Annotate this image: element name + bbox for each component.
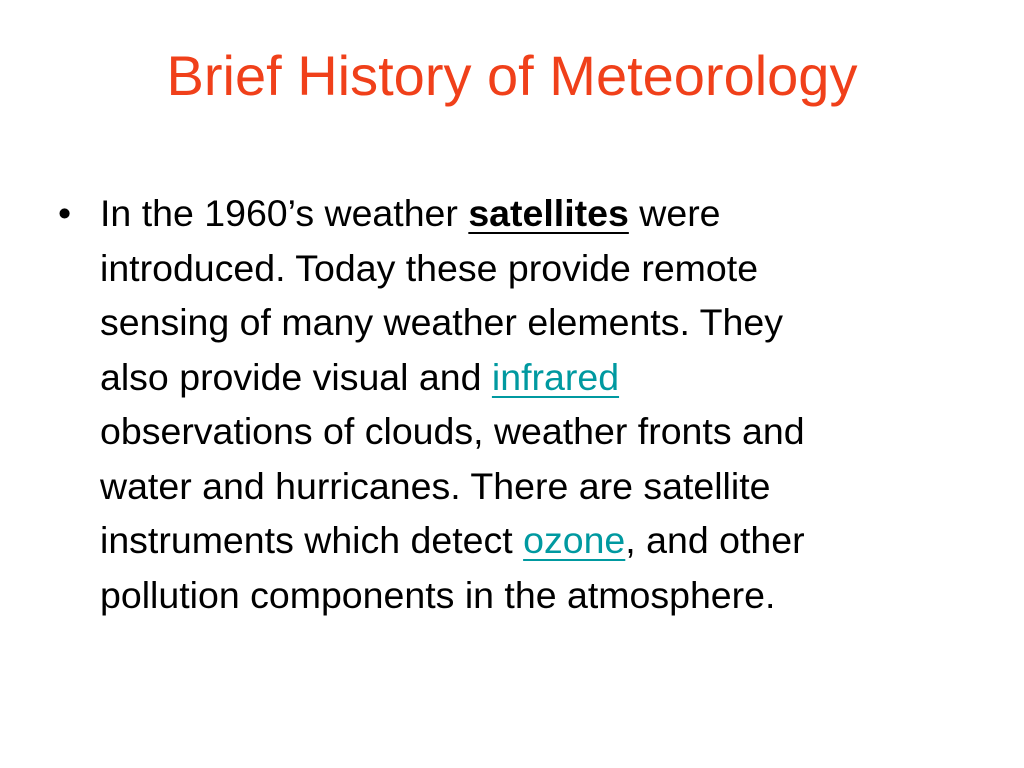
text-line-1 — [100, 186, 980, 241]
text-line-2: introduced. Today these provide remote — [100, 246, 759, 289]
text-segment: were — [628, 192, 721, 234]
text-segment: instruments which detect — [100, 519, 524, 561]
text-segment: In the 1960’s weather — [100, 192, 469, 234]
text-line-7 — [100, 513, 980, 568]
term-satellites: satellites — [468, 192, 629, 234]
text-line-5: observations of clouds, weather fronts and — [100, 410, 805, 452]
text-line-8: pollution components in the atmosphere. — [100, 573, 776, 616]
slide-title: Brief History of Meteorology — [166, 44, 858, 107]
text-line-3: sensing of many weather elements. They — [100, 301, 784, 343]
bullet-item — [58, 186, 980, 622]
text-line-6: water and hurricanes. There are satellite — [100, 464, 771, 507]
text-line-4 — [100, 350, 980, 405]
text-segment: , and other — [625, 519, 805, 561]
text-segment: also provide visual and — [100, 355, 492, 398]
bullet-marker: • — [58, 192, 72, 234]
ozone-link[interactable]: ozone — [523, 519, 626, 561]
infrared-link[interactable]: infrared — [491, 355, 620, 398]
